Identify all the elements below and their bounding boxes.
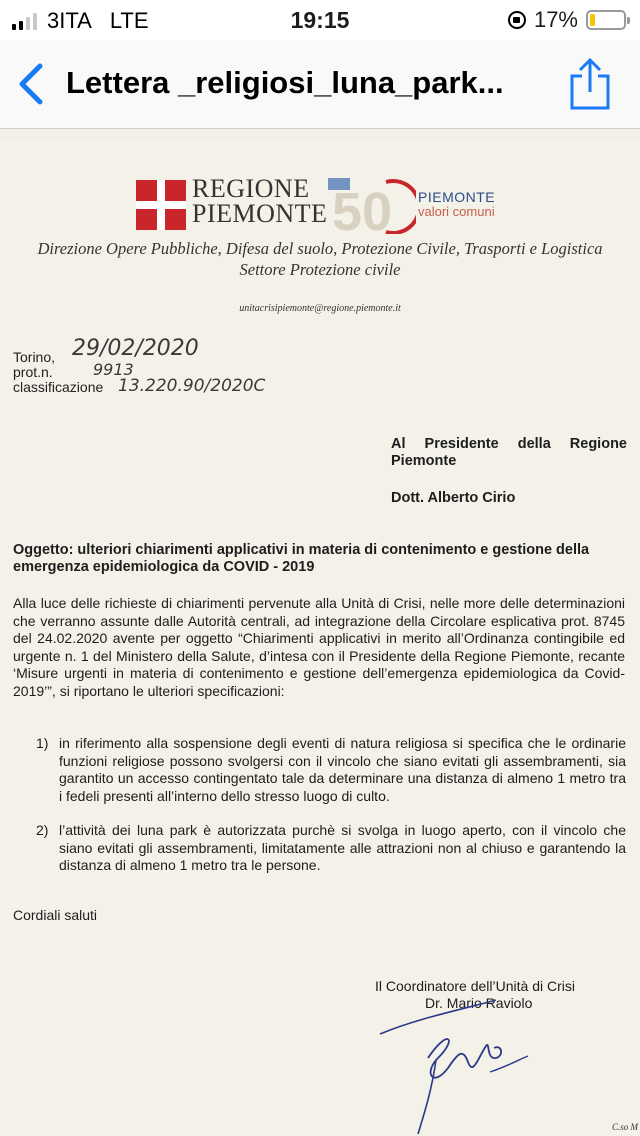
letter-page[interactable] <box>0 140 640 1136</box>
carrier-label: 3ITA <box>47 8 92 33</box>
recipient-block: Al Presidente della Regione Piemonte <box>391 436 627 469</box>
navigation-bar <box>0 40 640 129</box>
list-item-text: in riferimento alla sospensione degli eventi di natura religiosa si specifica che le ordinarie funzioni religiose possono svolgersi con il vincolo che siano evitati gli assembramenti, sia garantito un accesso contingentato tale da determinare una distanza di almeno 1 metro tra i fedeli presenti all’interno dello stresso luogo di culto. <box>59 735 626 804</box>
contact-email: unitacrisipiemonte@regione.piemonte.it <box>239 303 401 314</box>
list-item-number: 1) <box>36 735 49 751</box>
list-item <box>36 735 626 805</box>
department-header: Direzione Opere Pubbliche, Difesa del suolo, Protezione Civile, Trasporti e Logistica Settore Protezione civile <box>37 239 603 279</box>
page-corner-text: C.so M <box>611 1122 638 1132</box>
recipient-name: Dott. Alberto Cirio <box>391 490 516 506</box>
piemonte-brand: PIEMONTE valori comuni <box>418 189 496 219</box>
status-right <box>508 7 626 33</box>
clock: 19:15 <box>290 7 350 33</box>
status-bar <box>0 0 640 40</box>
network-label: LTE <box>109 8 149 33</box>
region-name: REGIONE PIEMONTE <box>192 174 328 228</box>
letterhead-logo <box>136 176 536 236</box>
handwritten-date: 29/02/2020 <box>72 336 199 361</box>
document-title: Lettera _religiosi_luna_park... <box>66 65 504 100</box>
list-item <box>36 822 626 875</box>
battery-icon <box>586 10 626 30</box>
letter-subject: Oggetto: ulteriori chiarimenti applicativi in materia di contenimento e gestione della emergenza epidemiologica da COVID - 2019 <box>13 542 590 575</box>
signatory-block: Il Coordinatore dell’Unità di Crisi Dr. Mario Raviolo <box>375 978 575 1011</box>
list-item-text: l’attività dei luna park è autorizzata purchè si svolga in luogo aperto, con il vincolo che siano evitati gli assembramenti, limitatamente alle attrazioni non al chiuso e garantendo la distanza di almeno 1 metro tra le persone. <box>59 822 626 873</box>
svg-text:50: 50 <box>332 182 393 234</box>
handwritten-protocol: 9913 <box>93 360 134 379</box>
protocol-block: Torino, prot.n. classificazione <box>13 349 104 395</box>
handwritten-classification: 13.220.90/2020C <box>118 376 266 396</box>
orientation-lock-icon <box>508 11 526 29</box>
region-flag-icon <box>136 180 186 230</box>
closing: Cordiali saluti <box>13 907 98 923</box>
signature-icon <box>378 998 538 1136</box>
fifty-years-logo-icon <box>326 176 416 234</box>
chevron-left-icon[interactable] <box>14 60 50 108</box>
share-icon[interactable] <box>568 56 612 112</box>
battery-fill <box>590 14 595 26</box>
letter-body: Alla luce delle richieste di chiarimenti pervenute alla Unità di Crisi, nelle more delle determinazioni che verranno assunte dalle Autorità centrali, ad integrazione della Circolare esplicativa prot. 8745 del 24.02.2020 avente per oggetto “Chiarimenti applicativi in merito all’Ordinanza contingibile ed urgente n. 1 del Ministero della Salute, d’intesa con il Presidente della Regione Piemonte, recante ‘Misure urgenti in materia di contenimento e gestione dell’emergenza epidemiologica da Covid-2019’”, si riportano le ulteriori specificazioni: <box>13 595 625 699</box>
battery-percent: 17% <box>533 7 578 32</box>
list-item-number: 2) <box>36 822 49 838</box>
